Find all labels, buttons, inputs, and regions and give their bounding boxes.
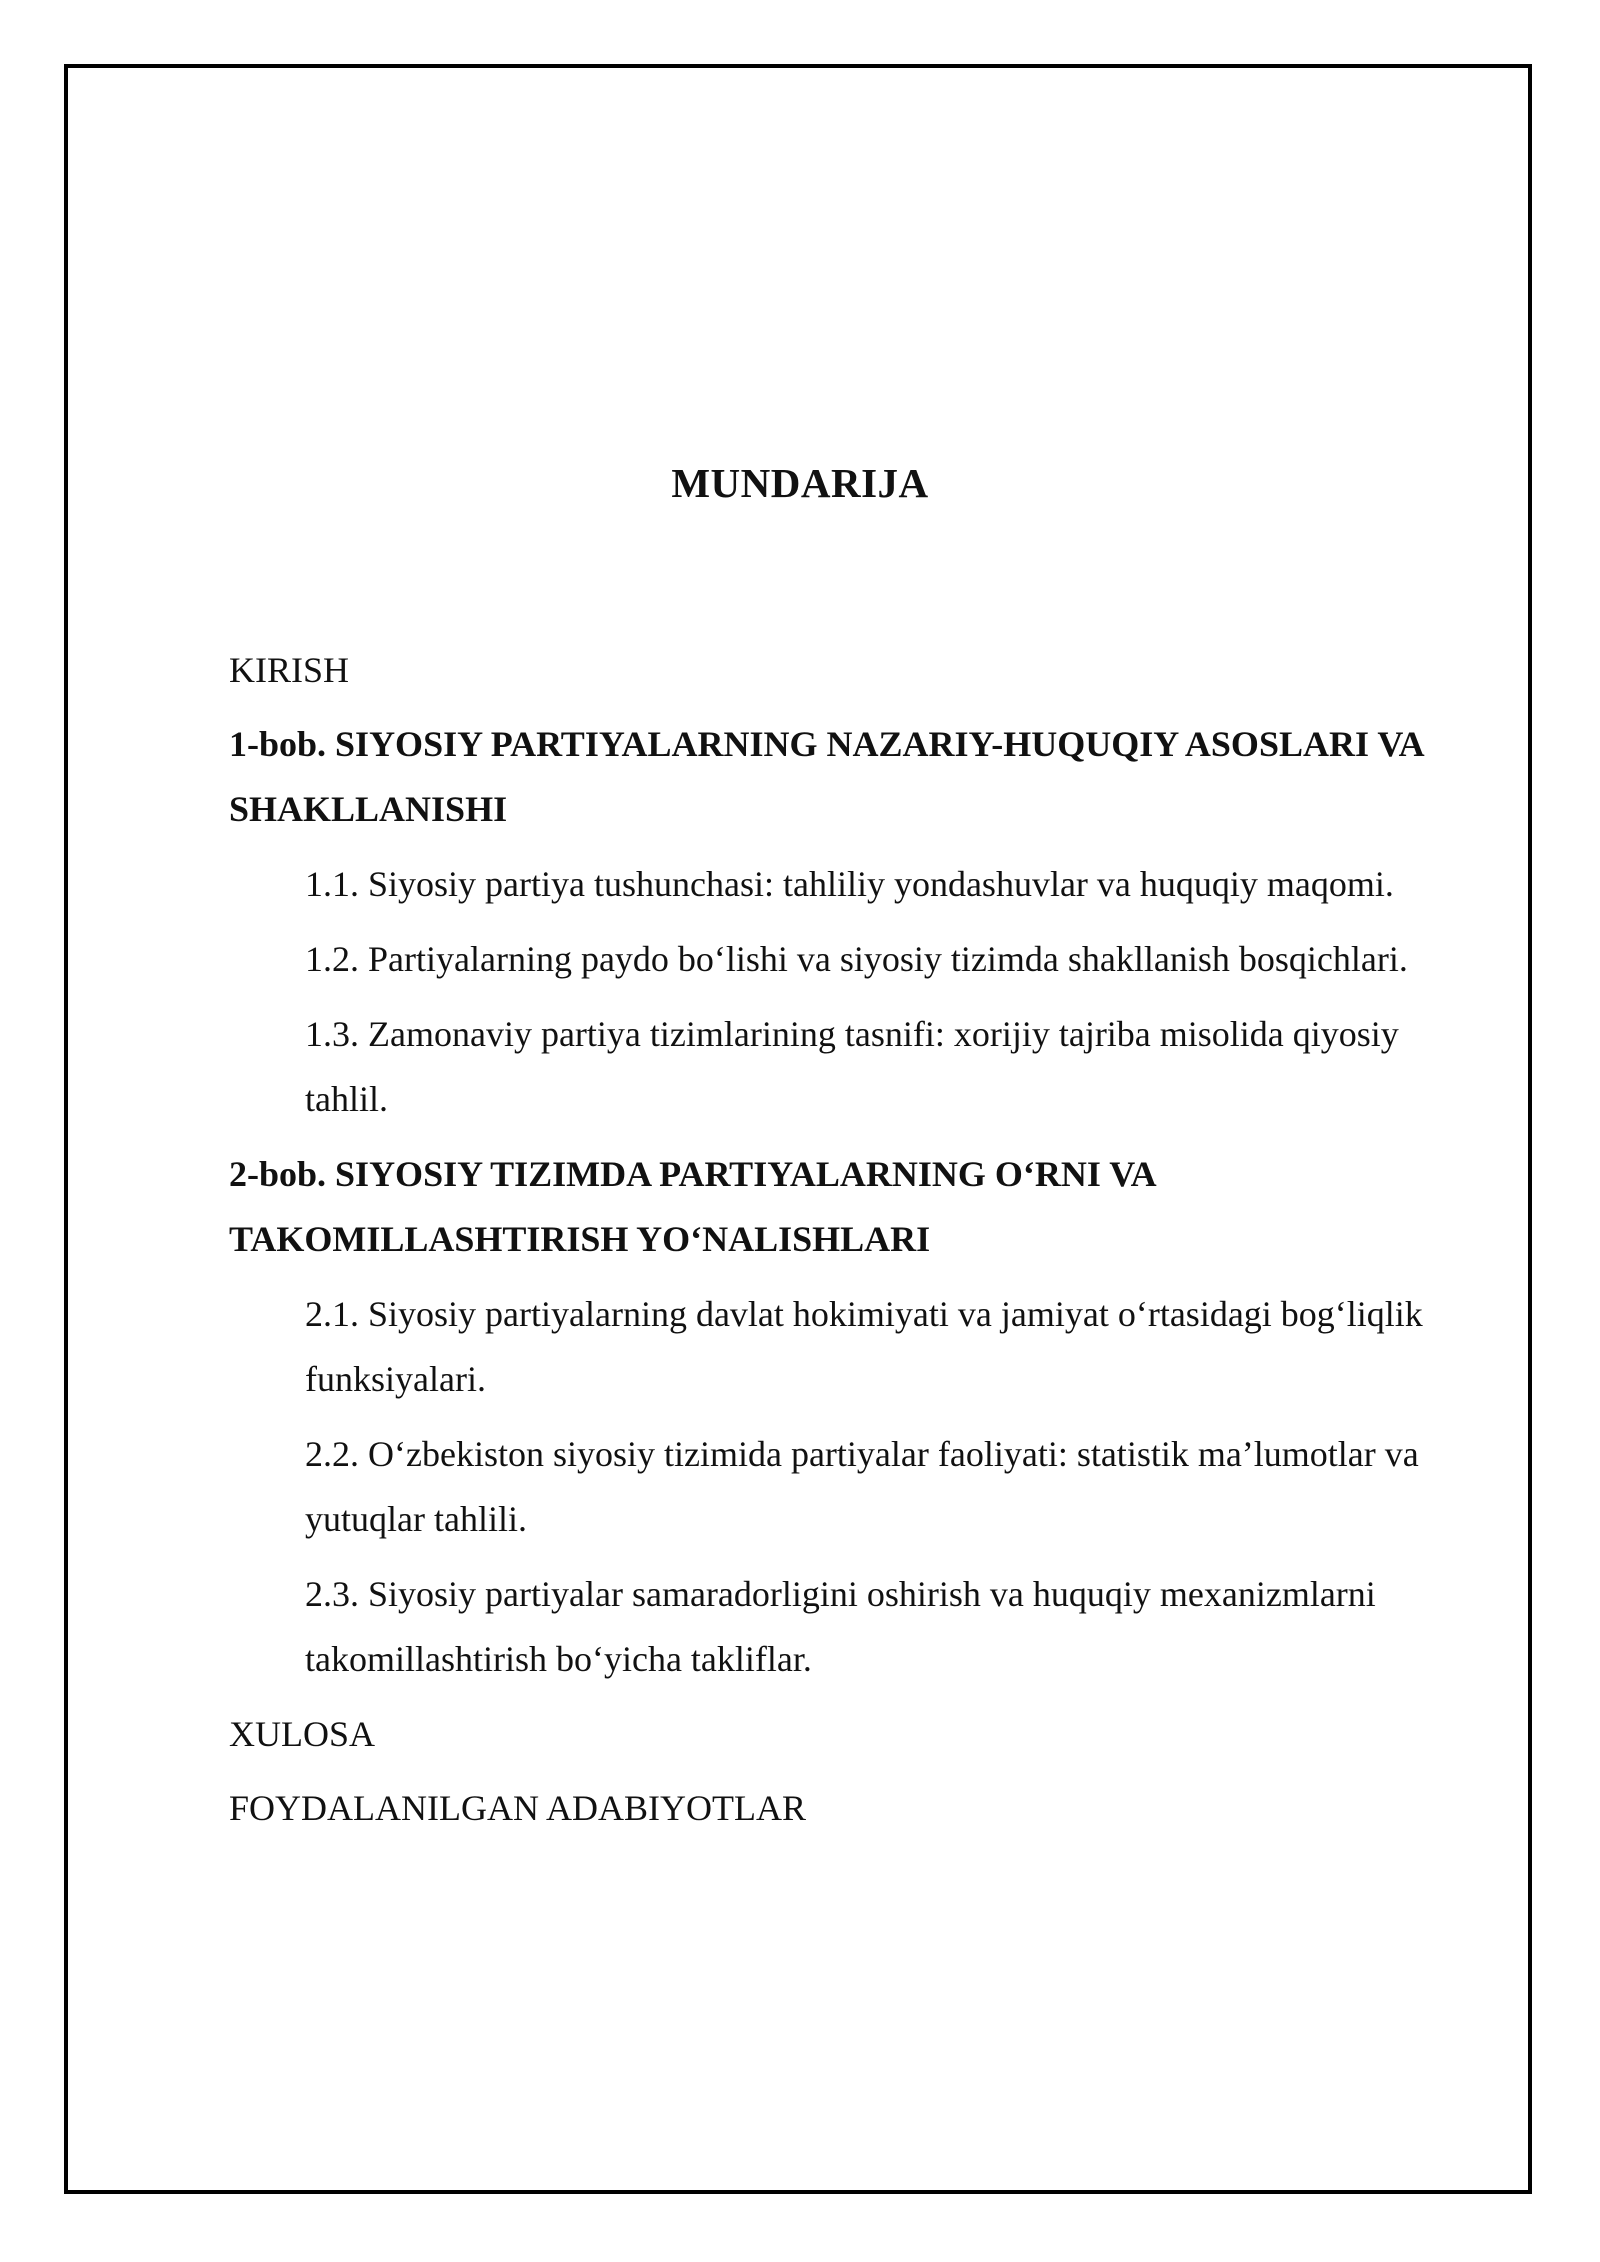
- toc-section-2-3: 2.3. Siyosiy partiyalar samaradorligini oshirish va huquqiy mexanizmlarni takomillashtirish bo‘yicha takliflar.: [305, 1574, 1376, 1679]
- page-title: MUNDARIJA: [671, 460, 929, 506]
- toc-entry-conclusion: XULOSA: [229, 1714, 376, 1754]
- toc-chapter-2: 2-bob. SIYOSIY TIZIMDA PARTIYALARNING O‘RNI VA TAKOMILLASHTIRISH YO‘NALISHLARI: [229, 1154, 1155, 1259]
- toc-section-2-1: 2.1. Siyosiy partiyalarning davlat hokimiyati va jamiyat o‘rtasidagi bog‘liqlik funksiyalari.: [305, 1294, 1423, 1399]
- toc-entry-references: FOYDALANILGAN ADABIYOTLAR: [229, 1788, 806, 1828]
- table-of-contents: [229, 638, 1481, 1850]
- toc-section-2-2: 2.2. O‘zbekiston siyosiy tizimida partiyalar faoliyati: statistik ma’lumotlar va yutuqlar tahlili.: [305, 1434, 1419, 1539]
- toc-section-1-2: 1.2. Partiyalarning paydo bo‘lishi va siyosiy tizimda shakllanish bosqichlari.: [305, 939, 1408, 979]
- toc-section-1-3: 1.3. Zamonaviy partiya tizimlarining tasnifi: xorijiy tajriba misolida qiyosiy tahlil.: [305, 1014, 1399, 1119]
- toc-chapter-1: 1-bob. SIYOSIY PARTIYALARNING NAZARIY-HUQUQIY ASOSLARI VA SHAKLLANISHI: [229, 724, 1423, 829]
- toc-entry-introduction: KIRISH: [229, 650, 350, 690]
- toc-section-1-1: 1.1. Siyosiy partiya tushunchasi: tahliliy yondashuvlar va huquqiy maqomi.: [305, 864, 1394, 904]
